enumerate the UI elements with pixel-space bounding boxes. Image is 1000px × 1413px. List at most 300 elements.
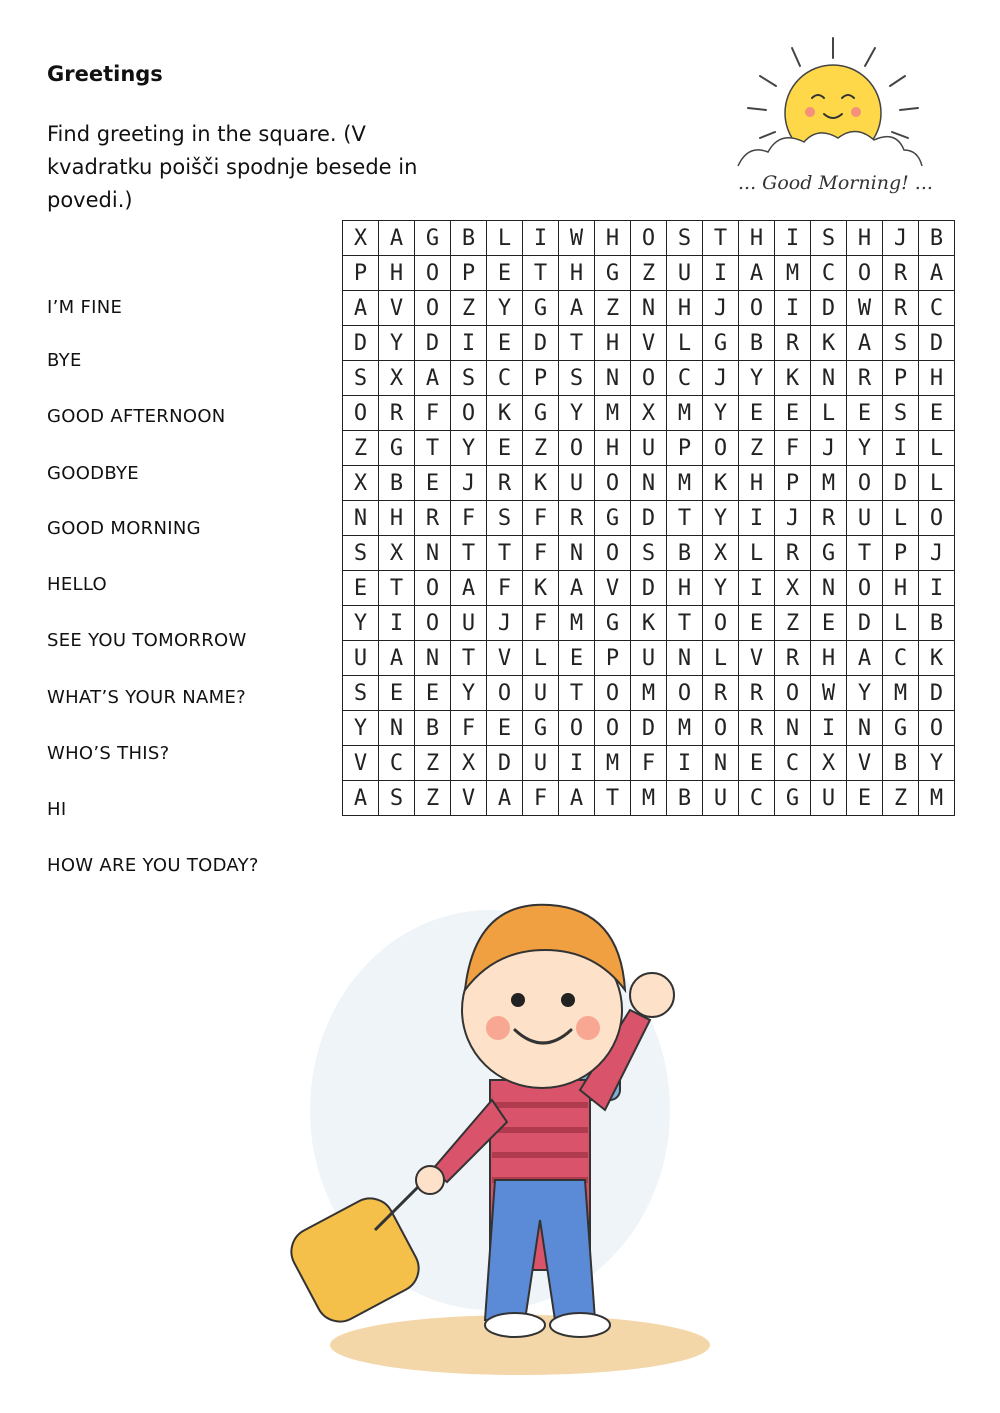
grid-cell: L bbox=[487, 221, 523, 256]
grid-cell: A bbox=[343, 291, 379, 326]
grid-cell: P bbox=[451, 256, 487, 291]
grid-cell: H bbox=[883, 571, 919, 606]
grid-row bbox=[343, 256, 955, 291]
page-title: Greetings bbox=[47, 62, 163, 86]
grid-row bbox=[343, 501, 955, 536]
grid-cell: T bbox=[559, 676, 595, 711]
grid-cell: Y bbox=[847, 676, 883, 711]
grid-cell: V bbox=[595, 571, 631, 606]
grid-cell: E bbox=[739, 746, 775, 781]
grid-cell: U bbox=[451, 606, 487, 641]
grid-cell: T bbox=[703, 221, 739, 256]
grid-cell: D bbox=[487, 746, 523, 781]
grid-cell: S bbox=[343, 361, 379, 396]
grid-cell: M bbox=[631, 781, 667, 816]
grid-cell: O bbox=[415, 256, 451, 291]
grid-cell: O bbox=[703, 711, 739, 746]
grid-cell: F bbox=[775, 431, 811, 466]
grid-cell: Y bbox=[343, 711, 379, 746]
grid-cell: L bbox=[703, 641, 739, 676]
grid-cell: H bbox=[595, 221, 631, 256]
word-item: HELLO bbox=[47, 574, 107, 595]
grid-cell: A bbox=[919, 256, 955, 291]
grid-cell: Y bbox=[487, 291, 523, 326]
boy-waving-illustration bbox=[280, 880, 740, 1380]
grid-row bbox=[343, 676, 955, 711]
grid-cell: S bbox=[379, 781, 415, 816]
grid-cell: V bbox=[451, 781, 487, 816]
word-item: HI bbox=[47, 799, 67, 820]
grid-cell: R bbox=[487, 466, 523, 501]
grid-cell: P bbox=[883, 536, 919, 571]
grid-cell: R bbox=[775, 536, 811, 571]
grid-cell: P bbox=[775, 466, 811, 501]
grid-cell: E bbox=[847, 396, 883, 431]
grid-cell: S bbox=[631, 536, 667, 571]
grid-cell: R bbox=[775, 326, 811, 361]
grid-cell: D bbox=[919, 676, 955, 711]
grid-cell: T bbox=[415, 431, 451, 466]
grid-cell: I bbox=[559, 746, 595, 781]
grid-cell: X bbox=[379, 361, 415, 396]
grid-cell: G bbox=[379, 431, 415, 466]
grid-cell: K bbox=[523, 466, 559, 501]
grid-cell: R bbox=[811, 501, 847, 536]
grid-cell: O bbox=[343, 396, 379, 431]
grid-cell: I bbox=[739, 571, 775, 606]
grid-cell: A bbox=[379, 221, 415, 256]
grid-cell: T bbox=[487, 536, 523, 571]
grid-cell: J bbox=[883, 221, 919, 256]
grid-cell: S bbox=[559, 361, 595, 396]
sun-cheek bbox=[805, 107, 815, 117]
grid-row bbox=[343, 571, 955, 606]
grid-cell: N bbox=[703, 746, 739, 781]
grid-cell: A bbox=[343, 781, 379, 816]
grid-cell: U bbox=[847, 501, 883, 536]
grid-cell: B bbox=[667, 781, 703, 816]
grid-cell: I bbox=[451, 326, 487, 361]
grid-cell: G bbox=[523, 291, 559, 326]
grid-cell: V bbox=[631, 326, 667, 361]
grid-cell: W bbox=[811, 676, 847, 711]
grid-row bbox=[343, 431, 955, 466]
grid-cell: Z bbox=[415, 746, 451, 781]
grid-row bbox=[343, 396, 955, 431]
grid-cell: X bbox=[775, 571, 811, 606]
grid-cell: X bbox=[631, 396, 667, 431]
grid-cell: E bbox=[559, 641, 595, 676]
grid-cell: W bbox=[559, 221, 595, 256]
grid-cell: Y bbox=[703, 501, 739, 536]
grid-cell: K bbox=[523, 571, 559, 606]
grid-cell: L bbox=[667, 326, 703, 361]
grid-cell: K bbox=[703, 466, 739, 501]
grid-cell: J bbox=[487, 606, 523, 641]
word-item: BYE bbox=[47, 350, 82, 371]
grid-cell: Z bbox=[775, 606, 811, 641]
grid-cell: R bbox=[379, 396, 415, 431]
grid-cell: N bbox=[631, 291, 667, 326]
grid-cell: T bbox=[451, 536, 487, 571]
word-search-grid bbox=[342, 220, 955, 816]
grid-cell: K bbox=[631, 606, 667, 641]
grid-cell: R bbox=[775, 641, 811, 676]
grid-row bbox=[343, 711, 955, 746]
grid-cell: L bbox=[739, 536, 775, 571]
grid-cell: Z bbox=[415, 781, 451, 816]
grid-cell: F bbox=[523, 501, 559, 536]
grid-cell: M bbox=[595, 396, 631, 431]
cheek bbox=[486, 1016, 510, 1040]
waving-hand bbox=[630, 973, 674, 1017]
left-eye bbox=[511, 993, 525, 1007]
grid-cell: T bbox=[847, 536, 883, 571]
grid-cell: E bbox=[415, 676, 451, 711]
grid-cell: R bbox=[739, 676, 775, 711]
right-shoe bbox=[550, 1313, 610, 1337]
grid-cell: U bbox=[667, 256, 703, 291]
grid-cell: E bbox=[487, 711, 523, 746]
grid-cell: I bbox=[919, 571, 955, 606]
grid-cell: S bbox=[883, 326, 919, 361]
grid-cell: Z bbox=[523, 431, 559, 466]
grid-cell: Y bbox=[847, 431, 883, 466]
grid-cell: M bbox=[667, 396, 703, 431]
grid-cell: O bbox=[919, 501, 955, 536]
grid-cell: F bbox=[523, 536, 559, 571]
grid-cell: O bbox=[595, 711, 631, 746]
grid-cell: P bbox=[667, 431, 703, 466]
grid-cell: J bbox=[703, 291, 739, 326]
grid-cell: H bbox=[739, 466, 775, 501]
grid-cell: U bbox=[631, 641, 667, 676]
grid-cell: I bbox=[883, 431, 919, 466]
grid-cell: O bbox=[703, 431, 739, 466]
grid-cell: I bbox=[775, 221, 811, 256]
grid-cell: G bbox=[415, 221, 451, 256]
grid-cell: M bbox=[595, 746, 631, 781]
grid-row bbox=[343, 641, 955, 676]
grid-cell: N bbox=[811, 571, 847, 606]
grid-cell: S bbox=[883, 396, 919, 431]
grid-cell: Y bbox=[379, 326, 415, 361]
grid-cell: I bbox=[523, 221, 559, 256]
grid-cell: D bbox=[811, 291, 847, 326]
grid-cell: N bbox=[559, 536, 595, 571]
grid-cell: R bbox=[703, 676, 739, 711]
grid-cell: G bbox=[595, 606, 631, 641]
grid-cell: D bbox=[523, 326, 559, 361]
grid-cell: E bbox=[487, 326, 523, 361]
grid-cell: V bbox=[847, 746, 883, 781]
grid-cell: M bbox=[883, 676, 919, 711]
grid-cell: A bbox=[451, 571, 487, 606]
grid-cell: B bbox=[919, 221, 955, 256]
grid-cell: F bbox=[631, 746, 667, 781]
grid-cell: M bbox=[667, 711, 703, 746]
grid-cell: L bbox=[883, 501, 919, 536]
grid-cell: G bbox=[595, 501, 631, 536]
grid-cell: T bbox=[451, 641, 487, 676]
grid-cell: E bbox=[775, 396, 811, 431]
grid-cell: X bbox=[343, 221, 379, 256]
grid-row bbox=[343, 781, 955, 816]
grid-cell: K bbox=[811, 326, 847, 361]
grid-cell: O bbox=[559, 431, 595, 466]
grid-cell: S bbox=[451, 361, 487, 396]
grid-cell: Y bbox=[739, 361, 775, 396]
grid-cell: Y bbox=[919, 746, 955, 781]
grid-cell: G bbox=[703, 326, 739, 361]
grid-cell: H bbox=[559, 256, 595, 291]
grid-cell: T bbox=[379, 571, 415, 606]
grid-cell: O bbox=[631, 221, 667, 256]
grid-cell: V bbox=[487, 641, 523, 676]
grid-cell: N bbox=[415, 536, 451, 571]
grid-cell: G bbox=[811, 536, 847, 571]
grid-cell: O bbox=[415, 291, 451, 326]
word-item: SEE YOU TOMORROW bbox=[47, 630, 247, 651]
grid-cell: T bbox=[667, 606, 703, 641]
grid-cell: J bbox=[811, 431, 847, 466]
grid-cell: T bbox=[523, 256, 559, 291]
grid-cell: I bbox=[739, 501, 775, 536]
grid-cell: E bbox=[739, 606, 775, 641]
grid-cell: D bbox=[415, 326, 451, 361]
grid-cell: G bbox=[523, 396, 559, 431]
grid-cell: D bbox=[883, 466, 919, 501]
grid-row bbox=[343, 606, 955, 641]
grid-cell: B bbox=[883, 746, 919, 781]
grid-cell: S bbox=[811, 221, 847, 256]
grid-cell: H bbox=[379, 501, 415, 536]
grid-cell: H bbox=[595, 326, 631, 361]
grid-cell: Y bbox=[451, 431, 487, 466]
grid-cell: J bbox=[451, 466, 487, 501]
grid-cell: B bbox=[415, 711, 451, 746]
grid-cell: B bbox=[739, 326, 775, 361]
grid-cell: C bbox=[883, 641, 919, 676]
sun-cheek bbox=[851, 107, 861, 117]
grid-cell: W bbox=[847, 291, 883, 326]
grid-cell: R bbox=[883, 291, 919, 326]
grid-cell: D bbox=[343, 326, 379, 361]
grid-cell: C bbox=[919, 291, 955, 326]
grid-cell: B bbox=[451, 221, 487, 256]
grid-cell: C bbox=[811, 256, 847, 291]
grid-cell: P bbox=[883, 361, 919, 396]
grid-cell: O bbox=[595, 676, 631, 711]
grid-cell: L bbox=[811, 396, 847, 431]
grid-cell: E bbox=[415, 466, 451, 501]
grid-cell: E bbox=[811, 606, 847, 641]
holding-hand bbox=[416, 1166, 444, 1194]
grid-row bbox=[343, 536, 955, 571]
grid-cell: Z bbox=[739, 431, 775, 466]
grid-cell: G bbox=[595, 256, 631, 291]
grid-cell: N bbox=[343, 501, 379, 536]
grid-cell: T bbox=[667, 501, 703, 536]
grid-cell: Z bbox=[343, 431, 379, 466]
grid-cell: G bbox=[883, 711, 919, 746]
grid-cell: N bbox=[667, 641, 703, 676]
grid-cell: I bbox=[811, 711, 847, 746]
grid-cell: N bbox=[775, 711, 811, 746]
grid-cell: H bbox=[667, 291, 703, 326]
grid-cell: X bbox=[703, 536, 739, 571]
grid-cell: U bbox=[523, 746, 559, 781]
grid-cell: S bbox=[487, 501, 523, 536]
word-item: WHO’S THIS? bbox=[47, 743, 170, 764]
grid-cell: U bbox=[811, 781, 847, 816]
grid-row bbox=[343, 291, 955, 326]
grid-cell: O bbox=[487, 676, 523, 711]
grid-cell: Y bbox=[451, 676, 487, 711]
grid-cell: I bbox=[775, 291, 811, 326]
grid-cell: E bbox=[847, 781, 883, 816]
grid-cell: P bbox=[595, 641, 631, 676]
cheek bbox=[576, 1016, 600, 1040]
grid-cell: N bbox=[631, 466, 667, 501]
grid-row bbox=[343, 466, 955, 501]
grid-cell: O bbox=[775, 676, 811, 711]
grid-cell: V bbox=[739, 641, 775, 676]
grid-cell: O bbox=[595, 536, 631, 571]
word-item: GOOD AFTERNOON bbox=[47, 406, 226, 427]
grid-cell: F bbox=[487, 571, 523, 606]
grid-cell: V bbox=[343, 746, 379, 781]
grid-cell: O bbox=[451, 396, 487, 431]
grid-cell: N bbox=[847, 711, 883, 746]
grid-cell: K bbox=[487, 396, 523, 431]
grid-row bbox=[343, 326, 955, 361]
grid-cell: O bbox=[667, 676, 703, 711]
grid-cell: F bbox=[451, 711, 487, 746]
grid-cell: G bbox=[775, 781, 811, 816]
grid-cell: E bbox=[739, 396, 775, 431]
grid-row bbox=[343, 746, 955, 781]
grid-cell: A bbox=[559, 781, 595, 816]
word-item: WHAT’S YOUR NAME? bbox=[47, 687, 247, 708]
grid-cell: S bbox=[343, 536, 379, 571]
grid-cell: H bbox=[919, 361, 955, 396]
word-item: HOW ARE YOU TODAY? bbox=[47, 855, 259, 876]
grid-cell: A bbox=[847, 326, 883, 361]
grid-cell: D bbox=[919, 326, 955, 361]
grid-cell: F bbox=[451, 501, 487, 536]
grid-cell: H bbox=[847, 221, 883, 256]
grid-cell: J bbox=[919, 536, 955, 571]
grid-cell: C bbox=[667, 361, 703, 396]
grid-cell: R bbox=[847, 361, 883, 396]
grid-cell: A bbox=[739, 256, 775, 291]
grid-cell: N bbox=[379, 711, 415, 746]
grid-cell: G bbox=[523, 711, 559, 746]
grid-cell: L bbox=[523, 641, 559, 676]
grid-cell: D bbox=[631, 501, 667, 536]
grid-cell: O bbox=[919, 711, 955, 746]
grid-cell: A bbox=[559, 291, 595, 326]
grid-cell: H bbox=[739, 221, 775, 256]
grid-cell: S bbox=[343, 676, 379, 711]
grid-cell: X bbox=[343, 466, 379, 501]
grid-cell: C bbox=[487, 361, 523, 396]
grid-cell: A bbox=[415, 361, 451, 396]
grid-cell: Z bbox=[631, 256, 667, 291]
grid-row bbox=[343, 221, 955, 256]
grid-cell: Z bbox=[595, 291, 631, 326]
grid-cell: U bbox=[631, 431, 667, 466]
grid-cell: V bbox=[379, 291, 415, 326]
grid-cell: F bbox=[523, 606, 559, 641]
grid-cell: E bbox=[343, 571, 379, 606]
grid-cell: C bbox=[775, 746, 811, 781]
grid-cell: R bbox=[415, 501, 451, 536]
grid-cell: O bbox=[703, 606, 739, 641]
grid-cell: E bbox=[919, 396, 955, 431]
grid-cell: H bbox=[811, 641, 847, 676]
grid-cell: H bbox=[595, 431, 631, 466]
grid-cell: R bbox=[559, 501, 595, 536]
grid-cell: B bbox=[919, 606, 955, 641]
grid-cell: Y bbox=[343, 606, 379, 641]
grid-cell: U bbox=[703, 781, 739, 816]
grid-cell: Z bbox=[451, 291, 487, 326]
grid-cell: M bbox=[775, 256, 811, 291]
grid-cell: L bbox=[883, 606, 919, 641]
grid-cell: E bbox=[487, 431, 523, 466]
grid-cell: N bbox=[415, 641, 451, 676]
grid-cell: J bbox=[775, 501, 811, 536]
instructions: Find greeting in the square. (V kvadratku poišči spodnje besede in povedi.) bbox=[47, 122, 418, 212]
grid-cell: E bbox=[487, 256, 523, 291]
grid-cell: A bbox=[379, 641, 415, 676]
sun-caption: ... Good Morning! ... bbox=[738, 172, 933, 194]
right-eye bbox=[561, 993, 575, 1007]
grid-cell: U bbox=[559, 466, 595, 501]
grid-cell: T bbox=[559, 326, 595, 361]
grid-cell: O bbox=[847, 466, 883, 501]
grid-cell: M bbox=[667, 466, 703, 501]
grid-cell: X bbox=[379, 536, 415, 571]
grid-cell: O bbox=[595, 466, 631, 501]
grid-cell: O bbox=[559, 711, 595, 746]
grid-cell: K bbox=[775, 361, 811, 396]
grid-cell: X bbox=[811, 746, 847, 781]
grid-cell: I bbox=[703, 256, 739, 291]
grid-cell: Y bbox=[703, 396, 739, 431]
grid-cell: H bbox=[379, 256, 415, 291]
grid-cell: A bbox=[847, 641, 883, 676]
word-item: I’M FINE bbox=[47, 297, 123, 318]
grid-cell: O bbox=[847, 571, 883, 606]
grid-cell: Y bbox=[703, 571, 739, 606]
grid-cell: F bbox=[415, 396, 451, 431]
grid-cell: A bbox=[559, 571, 595, 606]
grid-row bbox=[343, 361, 955, 396]
grid-cell: J bbox=[703, 361, 739, 396]
grid-cell: K bbox=[919, 641, 955, 676]
grid-cell: U bbox=[343, 641, 379, 676]
grid-cell: M bbox=[919, 781, 955, 816]
grid-cell: L bbox=[919, 466, 955, 501]
grid-cell: D bbox=[631, 711, 667, 746]
grid-cell: P bbox=[523, 361, 559, 396]
grid-cell: O bbox=[415, 571, 451, 606]
grid-cell: M bbox=[631, 676, 667, 711]
grid-cell: C bbox=[739, 781, 775, 816]
